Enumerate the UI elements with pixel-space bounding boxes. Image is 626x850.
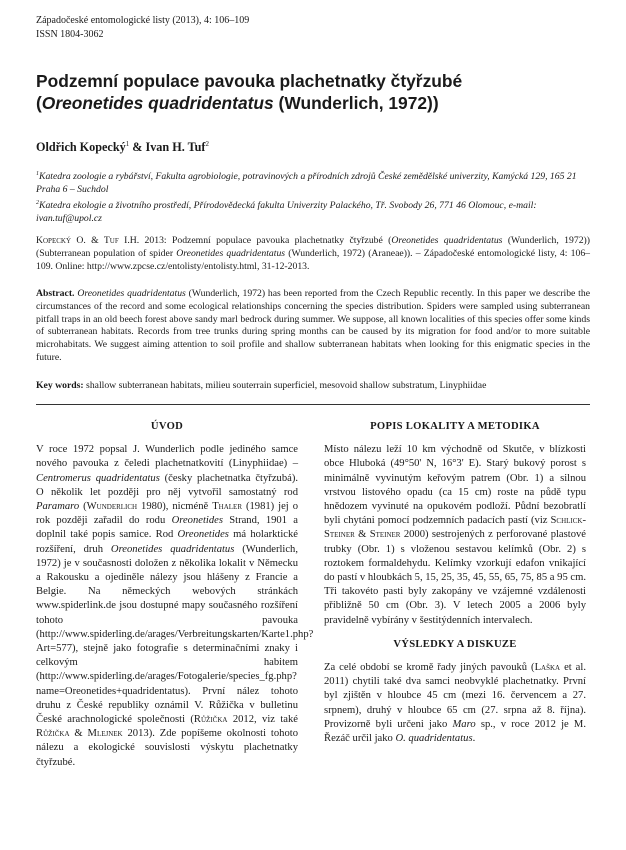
affiliation-2-text: Katedra ekologie a životního prostředí, Přírodovědecká fakulta Univerzity Palackého, Tř. Svobody 26, 771 46 Olomouc, e-mail: ivan.tuf@upol.cz xyxy=(36,200,537,224)
title-authority: (Wunderlich, 1972)) xyxy=(273,93,439,113)
results-text: . xyxy=(472,733,476,745)
intro-species: Oreonetides quadridentatus xyxy=(110,543,235,555)
citation-species: Oreonetides quadridentatus xyxy=(176,247,286,259)
authors xyxy=(36,140,209,155)
abstract-block xyxy=(36,288,590,365)
abstract-label: Abstract. xyxy=(36,288,75,299)
affiliations xyxy=(36,168,596,226)
affiliation-1-mark: 1 xyxy=(36,171,39,177)
methods-paragraph xyxy=(324,443,586,628)
issn: ISSN 1804-3062 xyxy=(36,28,104,40)
intro-ref: Růžička xyxy=(36,728,70,740)
intro-text: 2013). Zde popíšeme okolnosti tohoto nálezu a ekologické souvislosti výskytu plachetnatky čtyřzubé. xyxy=(36,728,298,768)
methods-ref: Steiner xyxy=(369,529,401,541)
citation-species: Oreonetides quadridentatus xyxy=(391,235,503,246)
right-column xyxy=(324,420,586,746)
intro-text: 2012, viz také xyxy=(227,714,298,726)
left-column xyxy=(36,420,314,770)
intro-genus: Oreonetides xyxy=(177,529,229,541)
results-genus: Maro xyxy=(452,718,476,730)
title-line1: Podzemní populace pavouka plachetnatky čtyřzubé xyxy=(36,71,463,91)
methods-text: 2000) sestrojených z perforované plastové trubky (Obr. 1) s vloženou sestavou kelímků (Obr. 2) s roztokem formaldehydu. Kelímky vzorkují edafon vnikající do pastí v hloubkách 5, 15, 25, 35, 45, 55, 65, 75, 85 a 95 cm. Tři takovéto pasti byly zakopány ve vzájemné vzdálenosti přibližně 50 cm (Obr. 3). V letech 2005 a 2006 byly pravidelně vybírány v šestitýdenních intervalech. xyxy=(324,529,587,626)
intro-text: ( xyxy=(79,501,87,513)
keywords-text: shallow subterranean habitats, milieu souterrain superficiel, mesovoid shallow substratum, Linyphiidae xyxy=(83,380,487,391)
author-1: Oldřich Kopecký xyxy=(36,140,126,155)
intro-text: V roce 1972 popsal J. Wunderlich podle jediného samce nového pavouka z čeledi plachetnatkovití (Linyphiidae) – xyxy=(36,444,298,470)
author-1-affil-mark: 1 xyxy=(125,140,130,148)
intro-genus: Paramaro xyxy=(36,501,80,513)
keywords-label: Key words: xyxy=(36,380,84,391)
citation-authors: Kopecký O. & Tuf I.H. xyxy=(36,235,140,246)
methods-heading: POPIS LOKALITY A METODIKA xyxy=(370,421,540,432)
intro-genus: Oreonetides xyxy=(171,515,223,527)
article-title xyxy=(36,70,596,114)
intro-text: Strand, 1901 a doplnil také popis samice. Rod xyxy=(36,515,298,541)
journal-citation: Západočeské entomologické listy (2013), 4: 106–109 xyxy=(36,15,250,26)
abstract-species: Oreonetides quadridentatus xyxy=(77,288,186,299)
keywords-block xyxy=(36,380,590,393)
title-open: ( xyxy=(36,93,42,113)
methods-text: Místo nálezu leží 10 km východně od Skutče, v blízkosti obce Hluboká (49°50' N, 16°3' E). Starý bukový porost s minimálně vyvinutým keřovým patrem (Obr. 1) a silnou vrstvou listového opadu (ca 15 cm) roste na půdě typu hnědozem vyvinuté na opukovém podloží. Půdní bezobratlí byli chytáni pomocí podzemních padacích pastí (viz xyxy=(324,444,586,527)
journal-header xyxy=(36,14,249,41)
section-divider xyxy=(36,404,590,405)
affiliation-2-mark: 2 xyxy=(36,199,39,206)
methods-text: & xyxy=(354,529,370,541)
citation-text: (Wunderlich, 1972) (Araneae)). – Západočeské entomologické listy, 4: 106–109. Online: http://www.zpcse.cz/entolisty/entolisty.html, 31-12-2013. xyxy=(36,247,591,272)
results-heading: VÝSLEDKY A DISKUZE xyxy=(393,638,517,650)
abstract-text: (Wunderlich, 1972) has been reported from the Czech Republic recently. In this paper we describe the circumstances of the record and some ecological relationships concerning the species distribution. Spiders were sampled using subterranean pitfall traps in an old beech forest above sandy marl bedrock during summer. We suppose, all known localities of this species offer some kinds of subterranean habitats. Records from tree trunks during spring months can be caused by its migration for food and/or to more suitable microhabitats. We suggest aiming attention to soil profile and shallow subterranean habitats when looking for this enigmatic species in the future. xyxy=(36,288,591,363)
intro-ref: Mlejnek xyxy=(87,728,123,740)
author-2: Ivan H. Tuf xyxy=(145,140,206,155)
results-text: sp., v roce 2012 je M. Řezáč určil jako xyxy=(324,718,586,745)
intro-ref: Růžička xyxy=(193,714,228,726)
intro-text: (česky plachetnatka čtyřzubá). O několik let později pro něj vytvořil samostatný rod xyxy=(36,472,298,498)
results-species: O. quadridentatus xyxy=(395,733,473,745)
citation-text: 2013: Podzemní populace pavouka plachetnatky čtyřzubé ( xyxy=(139,235,392,246)
results-ref: Laška xyxy=(534,662,561,674)
affiliation-1-text: Katedra zoologie a rybářství, Fakulta agrobiologie, potravinových a přírodních zdrojů České zemědělské univerzity, Kamýcká 129, 165 21 Praha 6 – Suchdol xyxy=(36,171,577,196)
intro-text: (Wunderlich, 1972) je v současnosti doložen z několika lokalit v Německu a Rakousku a ojediněle nálezy jsou hlášeny z Francie a Belgie. Na německých webových stránkách www.spiderlink.de jsou dostupné mapy současného rozšíření tohoto pavouka (http://www.spiderling.de/arages/Verbreitungskarten/Karte1.php?Art=577), stejně jako fotografie s determinačními znaky i celkovým habitem (http://www.spiderling.de/arages/Fotogalerie/species_fg.php?name=Oreonetides+quadridentatus). První nález tohoto druhu z České republiky oznámil V. Růžička v bulletinu České arachnologické společnosti ( xyxy=(36,543,314,726)
author-separator: & xyxy=(129,140,146,155)
results-text: Za celé období se kromě řady jiných pavouků ( xyxy=(324,662,535,674)
results-text: et al. 2011) chytili také dva samci neobvyklé plachetnatky. První byl zjištěn v hloubce 45 cm (mezi 16. červencem a 27. srpnem), druhý v hloubce 65 cm (27. srpna až 8. října). Provizorně byli určeni jako xyxy=(324,662,586,730)
intro-paragraph xyxy=(36,443,314,770)
intro-text: (1981) jej o rok později zařadil do rodu xyxy=(36,501,298,527)
citation-text: (Wunderlich, 1972)) (Subterranean population of spider xyxy=(36,235,590,259)
intro-text: 1980), nicméně xyxy=(137,501,213,513)
citation-block xyxy=(36,235,590,273)
results-paragraph xyxy=(324,661,586,746)
intro-ref: Wunderlich xyxy=(86,501,138,513)
intro-heading: ÚVOD xyxy=(150,421,184,432)
intro-ref: Thaler xyxy=(212,501,243,513)
intro-text: má holarktické rozšíření, druh xyxy=(36,529,298,555)
affiliation-1 xyxy=(36,168,596,197)
intro-species: Centromerus quadridentatus xyxy=(36,472,160,484)
affiliation-2 xyxy=(36,197,596,226)
author-2-affil-mark: 2 xyxy=(205,140,209,148)
intro-text: & xyxy=(69,728,88,740)
methods-ref: Schlick-Steiner xyxy=(324,515,586,541)
title-species: Oreonetides quadridentatus xyxy=(41,93,274,113)
